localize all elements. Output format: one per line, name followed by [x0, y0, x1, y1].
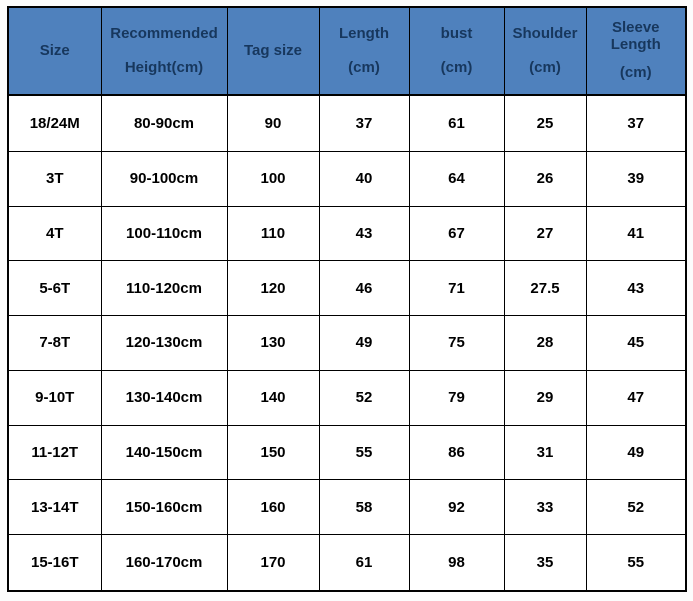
cell-tag-size: 110 — [227, 206, 319, 261]
cell-shoulder: 27 — [504, 206, 586, 261]
cell-shoulder: 25 — [504, 95, 586, 151]
cell-tag-size: 90 — [227, 95, 319, 151]
cell-recommended-height: 140-150cm — [101, 425, 227, 480]
cell-sleeve-length: 37 — [586, 95, 686, 151]
cell-length: 61 — [319, 535, 409, 591]
table-row — [8, 261, 686, 316]
column-header-label-bust — [412, 8, 502, 94]
cell-tag-size: 170 — [227, 535, 319, 591]
cell-sleeve-length: 39 — [586, 151, 686, 206]
cell-size: 11-12T — [8, 425, 101, 480]
cell-size: 15-16T — [8, 535, 101, 591]
cell-bust: 79 — [409, 370, 504, 425]
column-header-label-sleeve-length — [589, 8, 684, 94]
header-line: Sleeve Length — [610, 19, 661, 53]
header-line: (cm) — [619, 64, 652, 82]
cell-recommended-height: 120-130cm — [101, 316, 227, 371]
cell-size: 18/24M — [8, 95, 101, 151]
cell-bust: 61 — [409, 95, 504, 151]
size-chart-table — [7, 6, 687, 592]
cell-recommended-height: 160-170cm — [101, 535, 227, 591]
cell-size: 13-14T — [8, 480, 101, 535]
cell-length: 37 — [319, 95, 409, 151]
header-line: Height(cm) — [124, 58, 204, 76]
cell-length: 52 — [319, 370, 409, 425]
cell-recommended-height: 80-90cm — [101, 95, 227, 151]
column-header-label-shoulder — [507, 8, 584, 94]
cell-size: 4T — [8, 206, 101, 261]
header-line: Tag size — [243, 41, 303, 59]
cell-tag-size: 100 — [227, 151, 319, 206]
table-row — [8, 425, 686, 480]
table-row — [8, 535, 686, 591]
cell-shoulder: 33 — [504, 480, 586, 535]
cell-length: 46 — [319, 261, 409, 316]
cell-shoulder: 28 — [504, 316, 586, 371]
cell-shoulder: 35 — [504, 535, 586, 591]
table-row — [8, 480, 686, 535]
cell-size: 7-8T — [8, 316, 101, 371]
cell-sleeve-length: 49 — [586, 425, 686, 480]
cell-recommended-height: 100-110cm — [101, 206, 227, 261]
header-row — [8, 7, 686, 95]
column-header-sleeve-length — [586, 7, 686, 95]
table-row — [8, 206, 686, 261]
cell-sleeve-length: 47 — [586, 370, 686, 425]
column-header-bust — [409, 7, 504, 95]
cell-shoulder: 26 — [504, 151, 586, 206]
cell-shoulder: 31 — [504, 425, 586, 480]
header-line: (cm) — [529, 58, 561, 76]
cell-recommended-height: 150-160cm — [101, 480, 227, 535]
cell-sleeve-length: 55 — [586, 535, 686, 591]
cell-bust: 86 — [409, 425, 504, 480]
column-header-tag-size — [227, 7, 319, 95]
table-row — [8, 316, 686, 371]
column-header-shoulder — [504, 7, 586, 95]
cell-sleeve-length: 45 — [586, 316, 686, 371]
header-line: (cm) — [440, 58, 473, 76]
column-header-label-recommended-height — [104, 8, 225, 94]
cell-size: 5-6T — [8, 261, 101, 316]
cell-bust: 98 — [409, 535, 504, 591]
header-line: Length — [339, 24, 389, 42]
cell-size: 9-10T — [8, 370, 101, 425]
header-line: bust — [440, 24, 473, 42]
cell-tag-size: 120 — [227, 261, 319, 316]
cell-length: 40 — [319, 151, 409, 206]
cell-length: 55 — [319, 425, 409, 480]
cell-shoulder: 27.5 — [504, 261, 586, 316]
cell-sleeve-length: 52 — [586, 480, 686, 535]
cell-recommended-height: 110-120cm — [101, 261, 227, 316]
column-header-label-length — [322, 8, 407, 94]
header-line: Size — [39, 41, 70, 59]
cell-length: 43 — [319, 206, 409, 261]
table-body — [8, 95, 686, 591]
column-header-label-tag-size — [230, 8, 317, 94]
cell-shoulder: 29 — [504, 370, 586, 425]
column-header-size — [8, 7, 101, 95]
cell-bust: 67 — [409, 206, 504, 261]
cell-tag-size: 130 — [227, 316, 319, 371]
header-line: (cm) — [348, 58, 380, 76]
cell-length: 49 — [319, 316, 409, 371]
cell-sleeve-length: 41 — [586, 206, 686, 261]
table-header — [8, 7, 686, 95]
cell-size: 3T — [8, 151, 101, 206]
table-row — [8, 95, 686, 151]
header-line: Recommended — [110, 24, 218, 42]
table-row — [8, 370, 686, 425]
cell-recommended-height: 130-140cm — [101, 370, 227, 425]
header-line: Shoulder — [512, 24, 578, 42]
cell-tag-size: 140 — [227, 370, 319, 425]
cell-recommended-height: 90-100cm — [101, 151, 227, 206]
cell-tag-size: 150 — [227, 425, 319, 480]
cell-bust: 64 — [409, 151, 504, 206]
cell-tag-size: 160 — [227, 480, 319, 535]
column-header-length — [319, 7, 409, 95]
cell-bust: 92 — [409, 480, 504, 535]
table-row — [8, 151, 686, 206]
column-header-recommended-height — [101, 7, 227, 95]
cell-bust: 75 — [409, 316, 504, 371]
cell-bust: 71 — [409, 261, 504, 316]
cell-length: 58 — [319, 480, 409, 535]
cell-sleeve-length: 43 — [586, 261, 686, 316]
column-header-label-size — [11, 8, 99, 94]
